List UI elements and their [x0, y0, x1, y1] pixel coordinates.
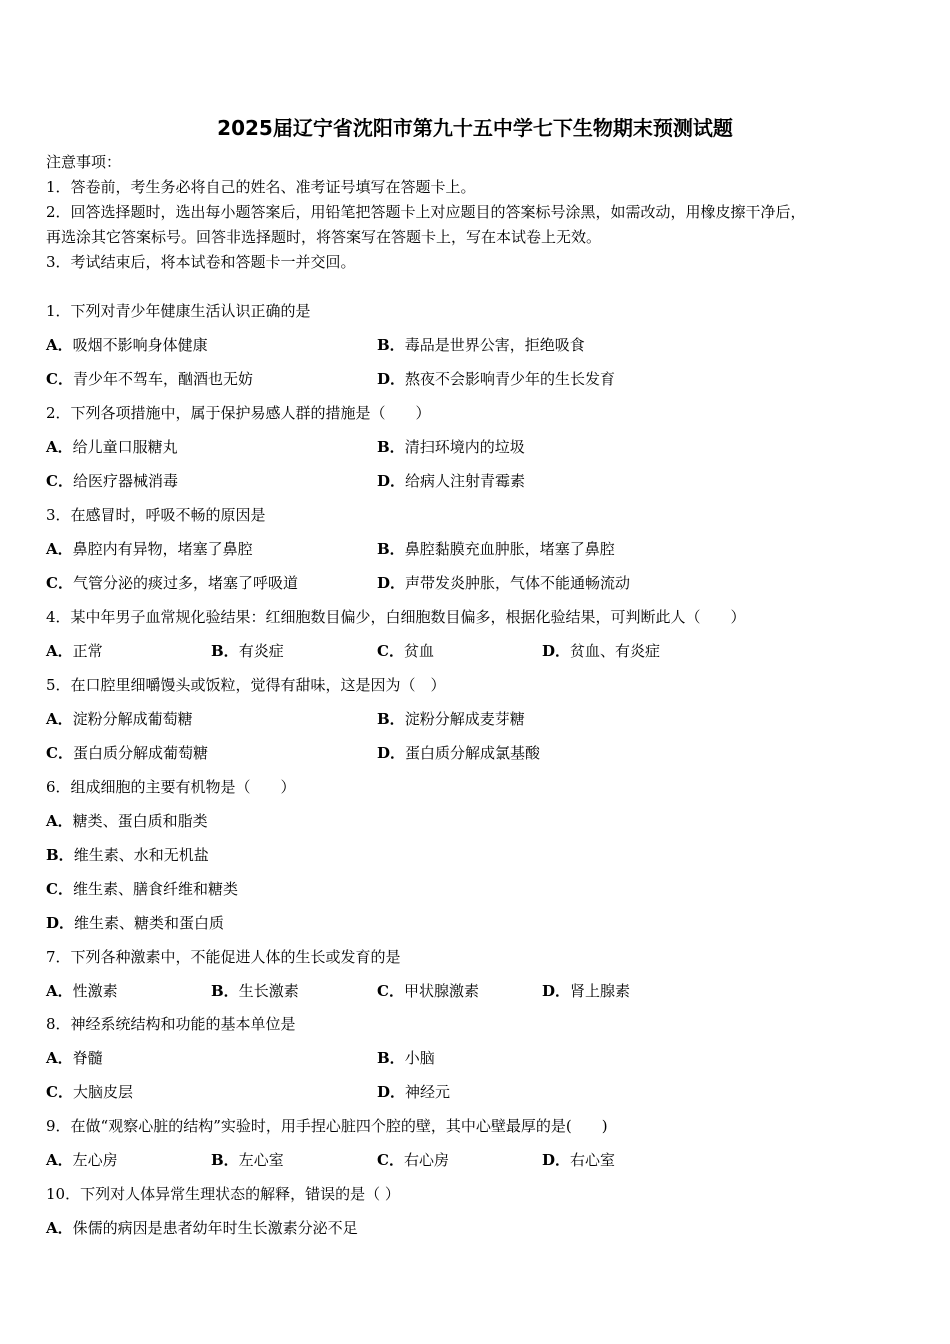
option-a: A．侏儒的病因是患者幼年时生长激素分泌不足: [46, 1219, 358, 1237]
notice-item: 再选涂其它答案标号。回答非选择题时，将答案写在答题卡上，写在本试卷上无效。: [46, 228, 602, 246]
option-d: D．贫血、有炎症: [542, 642, 661, 660]
option-c: C．贫血: [377, 642, 434, 660]
question-stem: 5．在口腔里细嚼馒头或饭粒，觉得有甜味，这是因为（ ）: [46, 676, 446, 694]
option-a: A．正常: [46, 642, 103, 660]
option-c: C．甲状腺激素: [377, 982, 479, 1000]
option-c: C．维生素、膳食纤维和糖类: [46, 880, 238, 898]
option-d: D．右心室: [542, 1151, 616, 1169]
option-b: B．淀粉分解成麦芽糖: [377, 710, 525, 728]
option-a: A．脊髓: [46, 1049, 103, 1067]
option-a: A．给儿童口服糖丸: [46, 438, 178, 456]
page-title: 2025届辽宁省沈阳市第九十五中学七下生物期末预测试题: [217, 116, 733, 140]
question-stem: 9．在做“观察心脏的结构”实验时，用手捏心脏四个腔的壁，其中心壁最厚的是( ): [46, 1117, 608, 1135]
option-d: D．声带发炎肿胀，气体不能通畅流动: [377, 574, 631, 592]
option-c: C．气管分泌的痰过多，堵塞了呼吸道: [46, 574, 298, 592]
option-d: D．给病人注射青霉素: [377, 472, 526, 490]
option-d: D．熬夜不会影响青少年的生长发育: [377, 370, 616, 388]
option-b: B．鼻腔黏膜充血肿胀，堵塞了鼻腔: [377, 540, 615, 558]
notice-item: 3．考试结束后，将本试卷和答题卡一并交回。: [46, 253, 356, 271]
option-b: B．维生素、水和无机盐: [46, 846, 209, 864]
question-stem: 4．某中年男子血常规化验结果：红细胞数目偏少，白细胞数目偏多，根据化验结果，可判断此人（ ）: [46, 608, 746, 626]
notice-section: [46, 150, 906, 275]
notice-heading: 注意事项：: [46, 153, 122, 171]
option-d: D．肾上腺素: [542, 982, 631, 1000]
question-stem: 7．下列各种激素中，不能促进人体的生长或发育的是: [46, 948, 401, 966]
question-stem: 8．神经系统结构和功能的基本单位是: [46, 1015, 296, 1033]
option-a: A．淀粉分解成葡萄糖: [46, 710, 193, 728]
notice-item: 2．回答选择题时，选出每小题答案后，用铅笔把答题卡上对应题目的答案标号涂黑，如需改动，用橡皮擦干净后，: [46, 203, 806, 221]
option-a: A．鼻腔内有异物，堵塞了鼻腔: [46, 540, 253, 558]
option-a: A．糖类、蛋白质和脂类: [46, 812, 208, 830]
option-b: B．清扫环境内的垃圾: [377, 438, 525, 456]
question-stem: 10．下列对人体异常生理状态的解释，错误的是（ ）: [46, 1185, 400, 1203]
option-a: A．吸烟不影响身体健康: [46, 336, 208, 354]
option-c: C．大脑皮层: [46, 1083, 133, 1101]
option-a: A．性激素: [46, 982, 118, 1000]
option-d: D．蛋白质分解成氯基酸: [377, 744, 541, 762]
option-c: C．给医疗器械消毒: [46, 472, 178, 490]
option-c: C．蛋白质分解成葡萄糖: [46, 744, 208, 762]
option-a: A．左心房: [46, 1151, 118, 1169]
question-stem: 2．下列各项措施中，属于保护易感人群的措施是（ ）: [46, 404, 431, 422]
question-stem: 1．下列对青少年健康生活认识正确的是: [46, 302, 311, 320]
option-c: C．右心房: [377, 1151, 449, 1169]
option-b: B．有炎症: [211, 642, 284, 660]
option-d: D．神经元: [377, 1083, 451, 1101]
option-b: B．小脑: [377, 1049, 435, 1067]
option-b: B．生长激素: [211, 982, 299, 1000]
option-b: B．左心室: [211, 1151, 284, 1169]
option-b: B．毒品是世界公害，拒绝吸食: [377, 336, 585, 354]
option-c: C．青少年不驾车，酗酒也无妨: [46, 370, 253, 388]
option-d: D．维生素、糖类和蛋白质: [46, 914, 225, 932]
notice-item: 1．答卷前，考生务必将自己的姓名、准考证号填写在答题卡上。: [46, 178, 476, 196]
question-stem: 3．在感冒时，呼吸不畅的原因是: [46, 506, 266, 524]
question-stem: 6．组成细胞的主要有机物是（ ）: [46, 778, 296, 796]
